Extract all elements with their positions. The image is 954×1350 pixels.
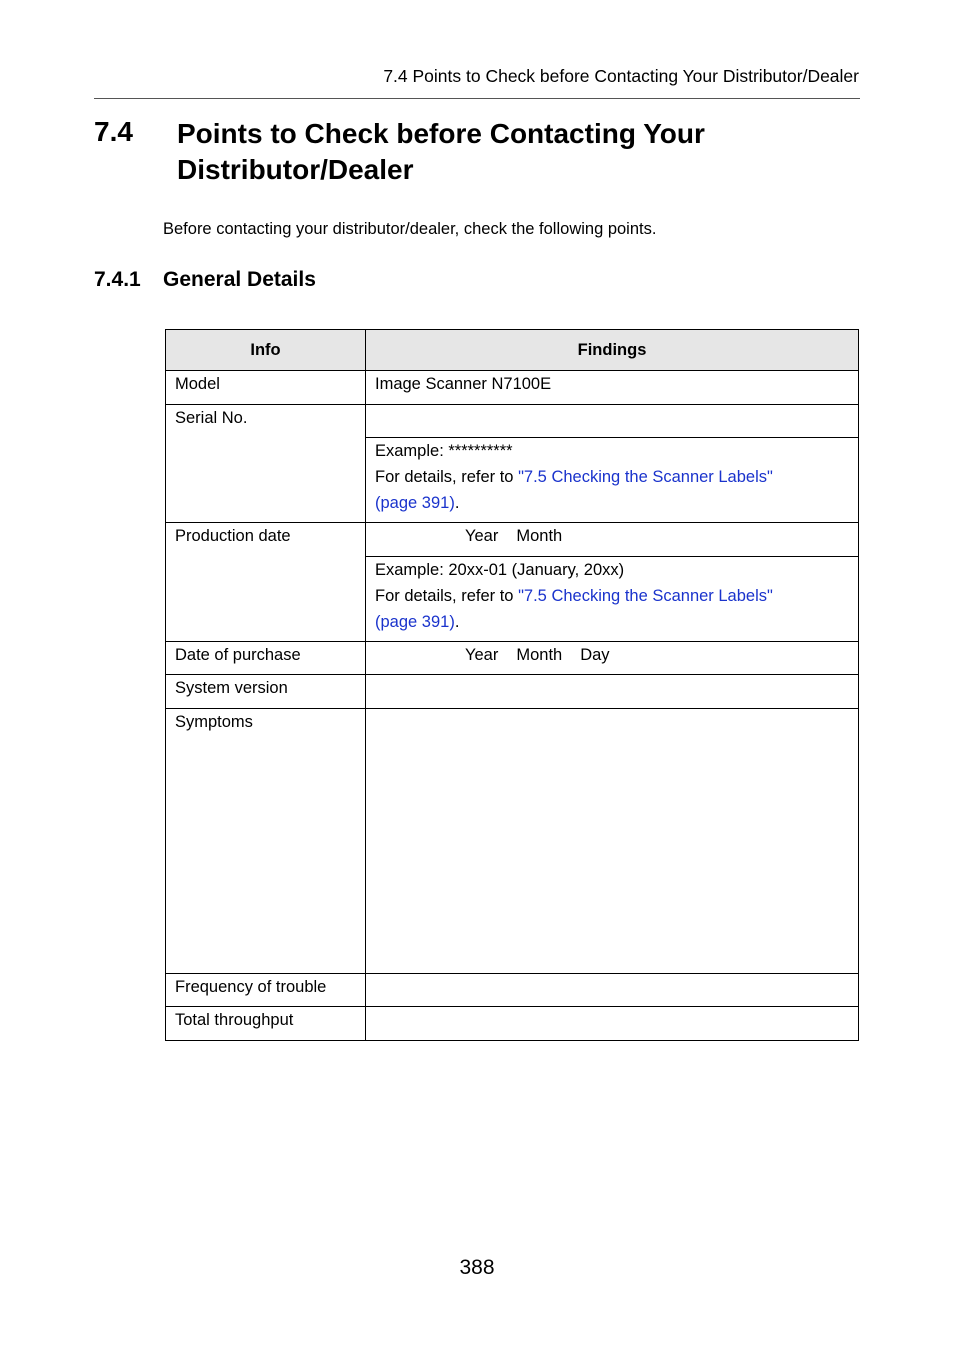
serial-label: Serial No.: [166, 405, 366, 523]
column-header-findings: Findings: [366, 330, 859, 371]
page-number: 388: [459, 1256, 495, 1279]
model-label: Model: [166, 371, 366, 405]
serial-example: Example: **********: [375, 442, 513, 460]
purchase-label: Date of purchase: [166, 642, 366, 675]
section-number: 7.4: [94, 116, 133, 147]
purchase-year-label: Year: [465, 646, 499, 664]
subsection-heading: [94, 268, 316, 292]
serial-refer-suffix: .: [454, 494, 460, 512]
system-version-cell[interactable]: [366, 675, 859, 709]
table-row-system-version: [166, 675, 859, 709]
symptoms-label: Symptoms: [166, 709, 366, 974]
section-title: Points to Check before Contacting Your Distributor/Dealer: [177, 118, 705, 185]
running-header: 7.4 Points to Check before Contacting Your Distributor/Dealer: [383, 66, 859, 86]
production-label: Production date: [166, 523, 366, 642]
throughput-label: Total throughput: [166, 1007, 366, 1041]
serial-link-labels[interactable]: "7.5 Checking the Scanner Labels": [518, 468, 773, 486]
frequency-cell[interactable]: [366, 974, 859, 1007]
production-link-page[interactable]: (page 391): [375, 613, 455, 631]
table-row-serial: [166, 405, 859, 438]
table-row-frequency: [166, 974, 859, 1007]
production-date-cell[interactable]: [366, 523, 859, 557]
subsection-number: 7.4.1: [94, 268, 141, 291]
table-header-row: [166, 330, 859, 371]
table-row-model: [166, 371, 859, 405]
production-refer-suffix: .: [454, 613, 460, 631]
table-row-throughput: [166, 1007, 859, 1041]
column-header-info: Info: [166, 330, 366, 371]
subsection-title: General Details: [163, 268, 316, 291]
table-row-purchase: [166, 642, 859, 675]
production-year-label: Year: [465, 527, 499, 545]
serial-link-page[interactable]: (page 391): [375, 494, 455, 512]
serial-input-cell[interactable]: [366, 405, 859, 438]
purchase-month-label: Month: [516, 646, 563, 664]
symptoms-cell[interactable]: [366, 709, 859, 974]
intro-text: Before contacting your distributor/dealer, check the following points.: [163, 220, 657, 238]
throughput-cell[interactable]: [366, 1007, 859, 1041]
production-example: Example: 20xx-01 (January, 20xx): [375, 561, 625, 579]
frequency-label: Frequency of trouble: [166, 974, 366, 1007]
header-rule: [94, 98, 860, 99]
serial-example-cell: [366, 438, 859, 523]
production-month-label: Month: [516, 527, 563, 545]
table-row-symptoms: [166, 709, 859, 974]
serial-refer-text: For details, refer to: [375, 468, 519, 486]
system-version-label: System version: [166, 675, 366, 709]
general-details-table: [165, 329, 859, 1041]
production-example-cell: [366, 557, 859, 642]
table-row-production: [166, 523, 859, 557]
purchase-day-label: Day: [580, 646, 610, 664]
model-value: Image Scanner N7100E: [366, 371, 859, 405]
purchase-date-cell[interactable]: [366, 642, 859, 675]
production-refer-text: For details, refer to: [375, 587, 519, 605]
production-link-labels[interactable]: "7.5 Checking the Scanner Labels": [518, 587, 773, 605]
